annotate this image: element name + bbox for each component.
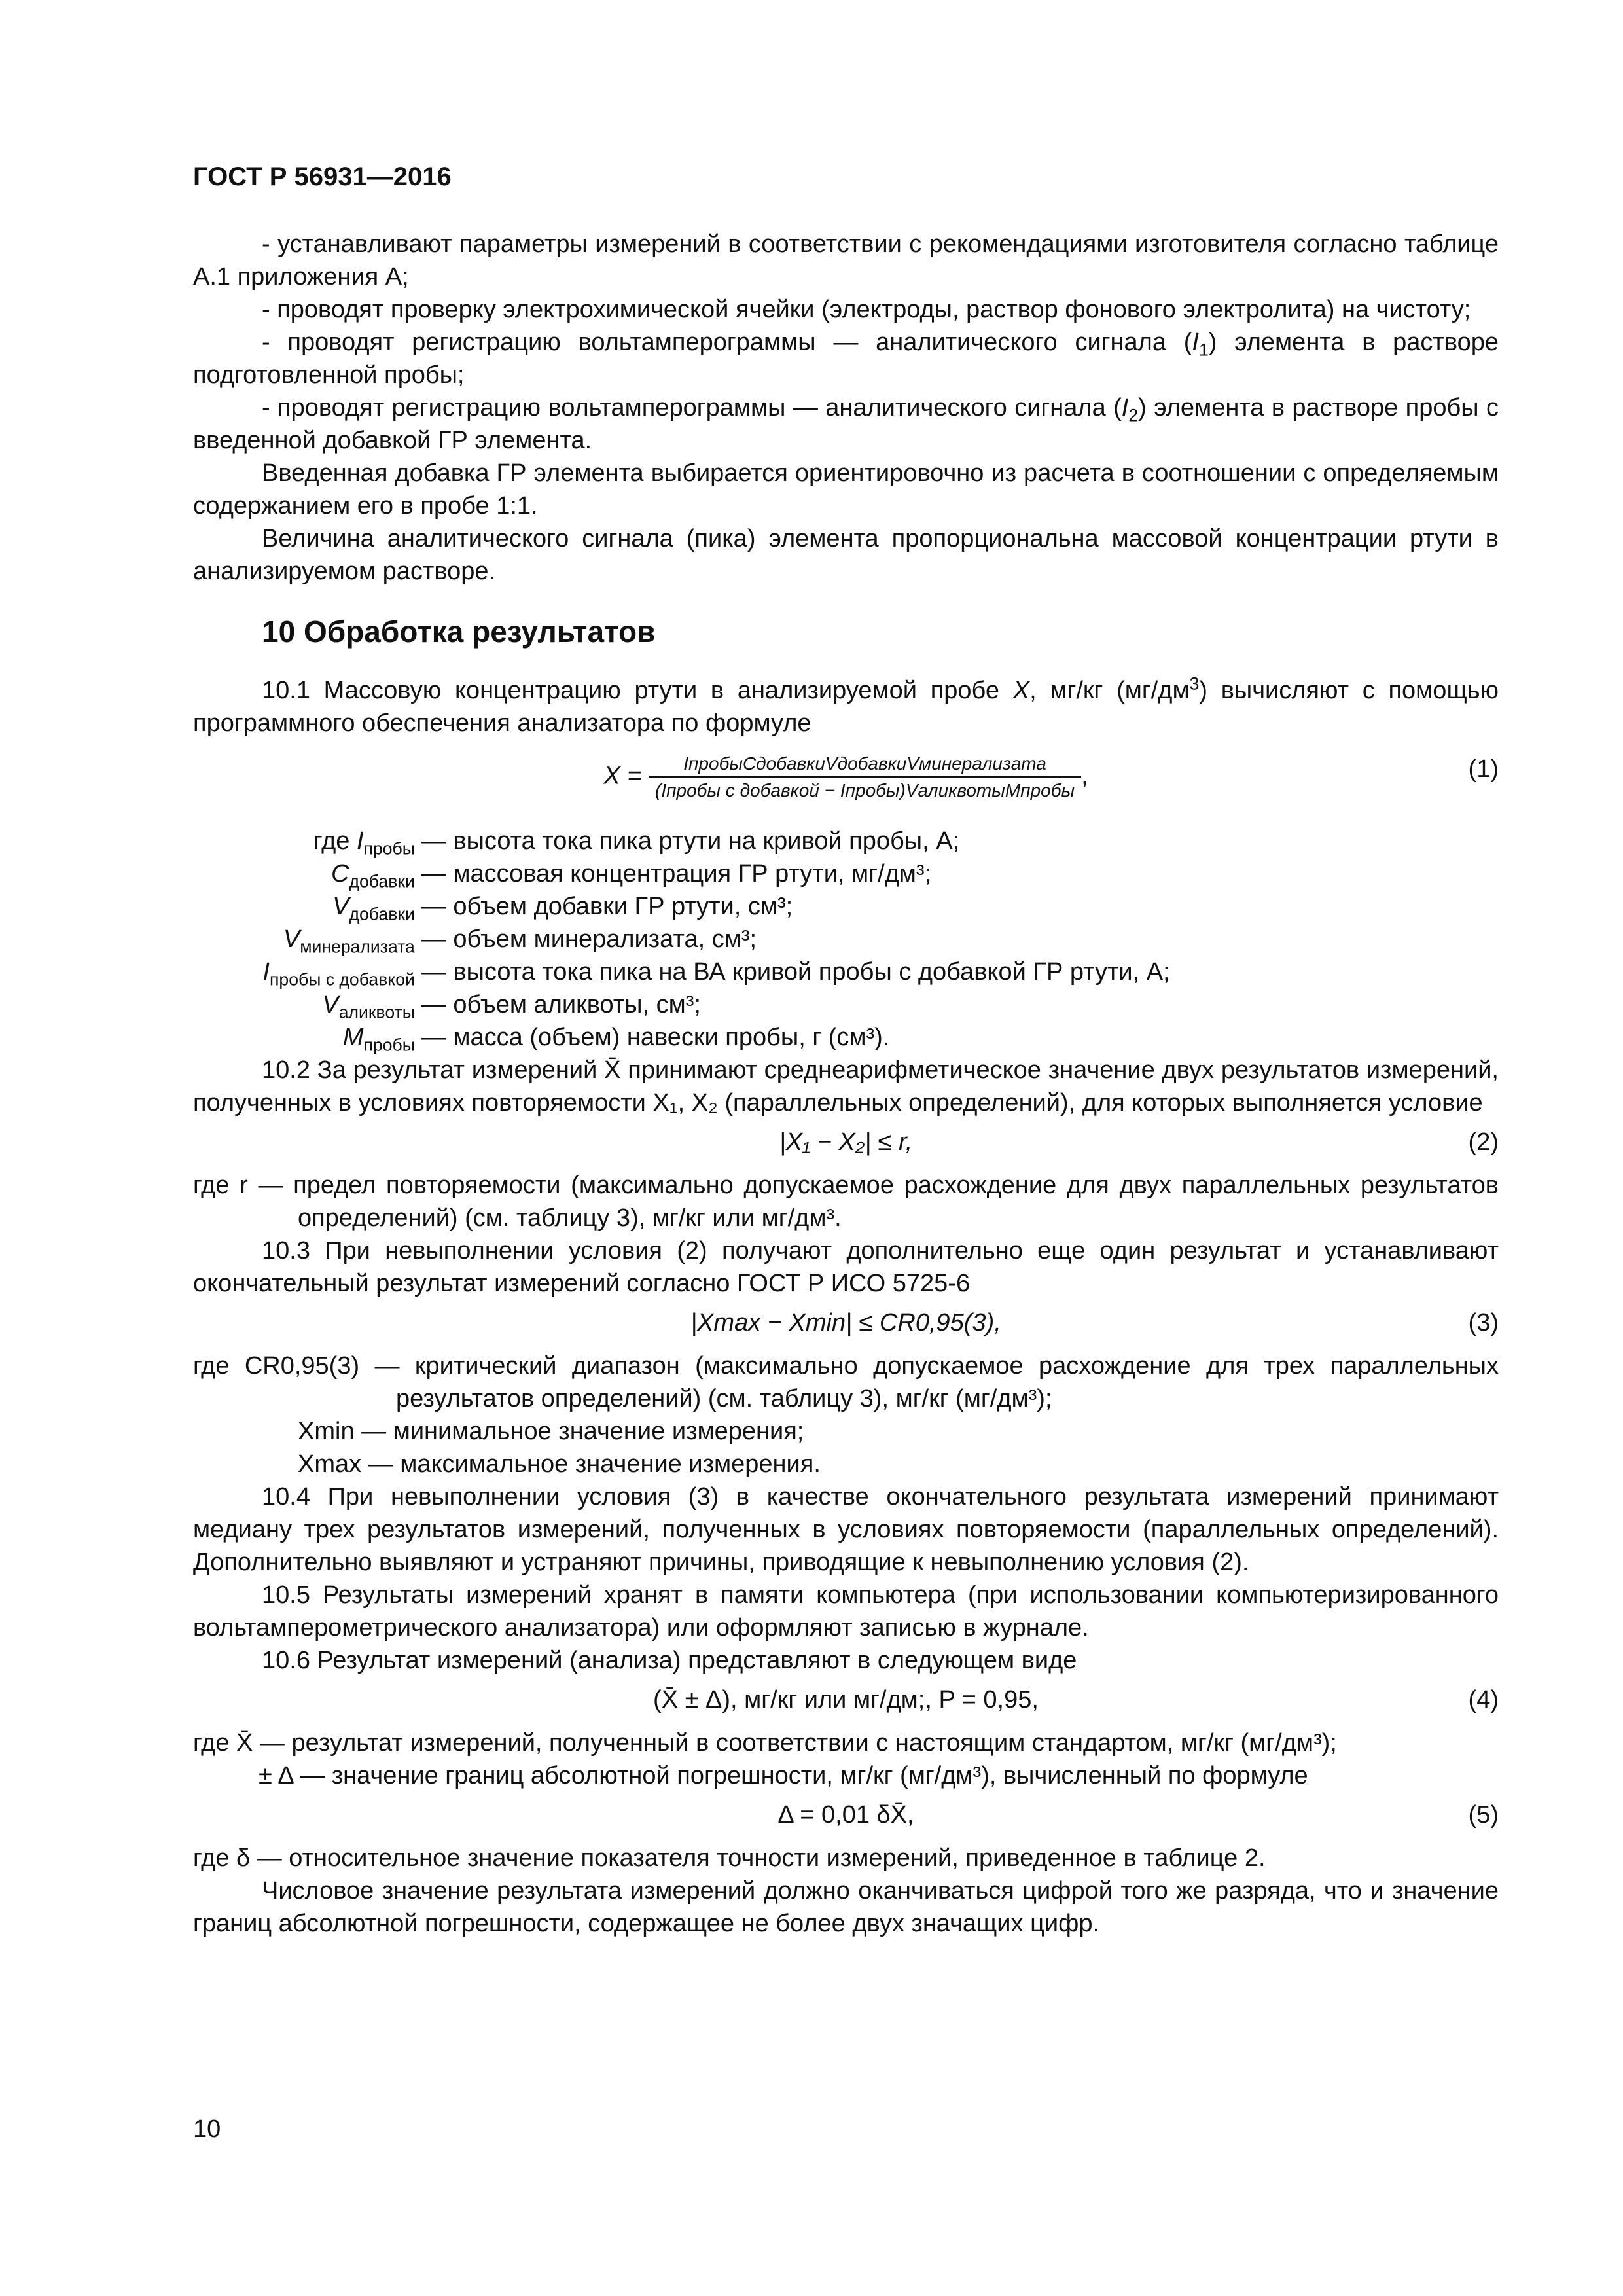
legend-xmax: Xmax — максимальное значение измерения. [298, 1450, 821, 1478]
legend-row [193, 825, 1499, 857]
legend-row [193, 857, 1499, 890]
document-body [193, 228, 1499, 1940]
section-title: 10 Обработка результатов [262, 615, 656, 649]
legend-text: — массовая концентрация ГР ртути, мг/дм³; [421, 860, 932, 888]
legend-x: где X̄ — результат измерений, полученный в соответствии с настоящим стандартом, мг/кг (мг/дм³); [193, 1729, 1337, 1757]
legend-symbol: $I_{пробы с добавкой}$ [262, 958, 415, 990]
formula-1-legend [193, 825, 1499, 1054]
formula-number: (5) [1468, 1801, 1499, 1829]
formula-5 [193, 1799, 1499, 1835]
formula-1: X = $\frac{\text{IпробыCдобавкиVдобавкиVминерализата}}{\text{(Iпробы с добавкой − Iпробы)VаликвотыMпробы}}$ , (1) [603, 753, 1499, 800]
legend-delta-rel: где δ — относительное значение показателя точности измерений, приведенное в таблице 2. [193, 1844, 1266, 1872]
legend-text: — объем аликвоты, см³; [421, 991, 701, 1018]
formula-fraction [649, 753, 1081, 802]
legend-text: — объем добавки ГР ртути, см³; [421, 893, 793, 920]
legend-text: — высота тока пика ртути на кривой пробы, А; [421, 827, 960, 855]
legend-symbol: $C_{добавки}$ [331, 860, 415, 891]
legend-symbol: $V_{минерализата}$ [283, 925, 415, 957]
formula-expression: |X₁ − X₂| ≤ r, [779, 1128, 913, 1156]
list-item: - проводят регистрацию вольтамперограммы — аналитического сигнала $(I_2)$ элемента в растворе пробы с введенной добавкой ГР элемента. [193, 394, 1499, 454]
paragraph: Введенная добавка ГР элемента выбирается ориентировочно из расчета в соотношении с определяемым содержанием его в пробе 1:1. [193, 459, 1499, 520]
formula-number: (1) [1468, 755, 1499, 783]
paragraph-10-4: 10.4 При невыполнении условия (3) в качестве окончательного результата измерений принимают медиану трех результатов измерений, полученных в условиях повторяемости (параллельных определений). Дополнительно выявляют и устраняют причины, приводящие к невыполнению условия (2). [193, 1483, 1499, 1576]
paragraph-10-6: 10.6 Результат измерений (анализа) представляют в следующем виде [262, 1647, 1077, 1674]
legend-text: — высота тока пика на ВА кривой пробы с добавкой ГР ртути, А; [421, 958, 1170, 986]
legend-xmin: Xmin — минимальное значение измерения; [298, 1418, 804, 1445]
standard-header: ГОСТ Р 56931—2016 [193, 162, 452, 191]
paragraph-10-3: 10.3 При невыполнении условия (2) получают дополнительно еще один результат и устанавливают окончательный результат измерений согласно ГОСТ Р ИСО 5725-6 [193, 1237, 1499, 1297]
paragraph-final: Числовое значение результата измерений должно оканчиваться цифрой того же разряда, что и значение границ абсолютной погрешности, содержащее не более двух значащих цифр. [193, 1877, 1499, 1937]
legend-symbol: $M_{пробы}$ [342, 1024, 415, 1055]
legend-cr: где CR0,95(3) — критический диапазон (максимально допускаемое расхождение для трех параллельных результатов определений) (см. таблицу 3), мг/кг (мг/дм³); [193, 1352, 1499, 1412]
legend-text: — объем минерализата, см³; [421, 925, 757, 953]
legend-row [193, 923, 1499, 956]
formula-expression: Δ = 0,01 δX̄, [777, 1801, 914, 1829]
paragraph-10-5: 10.5 Результаты измерений хранят в памяти компьютера (при использовании компьютеризированного вольтамперометрического анализатора) или оформляют записью в журнале. [193, 1581, 1499, 1641]
formula-3 [193, 1306, 1499, 1343]
legend-row [193, 890, 1499, 923]
legend-row [193, 956, 1499, 988]
formula-denominator: (Iпробы с добавкой − Iпробы)VаликвотыMпробы [655, 780, 1075, 800]
formula-expression: |Xmax − Xmin| ≤ CR0,95(3), [690, 1309, 1001, 1336]
legend-symbol: $V_{аликвоты}$ [322, 991, 415, 1022]
legend-symbol: $V_{добавки}$ [332, 893, 415, 924]
paragraph-10-1: 10.1 Массовую концентрацию ртути в анализируемой пробе X, мг/кг $(мг/дм^3)$ вычисляют с помощью программного обеспечения анализатора по формуле [193, 673, 1499, 737]
legend-symbol: где $I_{пробы}$ [313, 827, 415, 859]
formula-4 [193, 1683, 1499, 1720]
list-item: - проводят проверку электрохимической ячейки (электроды, раствор фонового электролита) на чистоту; [262, 296, 1471, 323]
legend-row [193, 988, 1499, 1021]
formula-number: (3) [1468, 1309, 1499, 1336]
formula-number: (2) [1468, 1128, 1499, 1156]
legend-text: — масса (объем) навески пробы, г (см³). [421, 1024, 890, 1051]
list-item: - устанавливают параметры измерений в соответствии с рекомендациями изготовителя согласно таблице А.1 приложения А; [193, 230, 1499, 291]
legend-row [193, 1021, 1499, 1054]
paragraph: Величина аналитического сигнала (пика) элемента пропорциональна массовой концентрации ртути в анализируемом растворе. [193, 525, 1499, 585]
formula-expression: (X̄ ± Δ), мг/кг или мг/дм;, P = 0,95, [653, 1686, 1039, 1713]
paragraph-10-2: 10.2 За результат измерений X̄ принимают среднеарифметическое значение двух результатов измерений, полученных в условиях повторяемости X₁, X₂ (параллельных определений), для которых выполняется условие [193, 1056, 1499, 1117]
legend-r: где r — предел повторяемости (максимально допускаемое расхождение для двух параллельных результатов определений) (см. таблицу 3), мг/кг или мг/дм³. [193, 1172, 1499, 1232]
formula-number: (4) [1468, 1686, 1499, 1713]
list-item: - проводят регистрацию вольтамперограммы — аналитического сигнала $(I_1)$ элемента в растворе подготовленной пробы; [193, 329, 1499, 389]
formula-lhs: X = [603, 762, 642, 790]
legend-delta: ± Δ — значение границ абсолютной погрешности, мг/кг (мг/дм³), вычисленный по формуле [259, 1762, 1308, 1789]
page-number: 10 [193, 2115, 221, 2143]
formula-numerator: IпробыCдобавкиVдобавкиVминерализата [649, 753, 1081, 778]
formula-2 [193, 1126, 1499, 1162]
